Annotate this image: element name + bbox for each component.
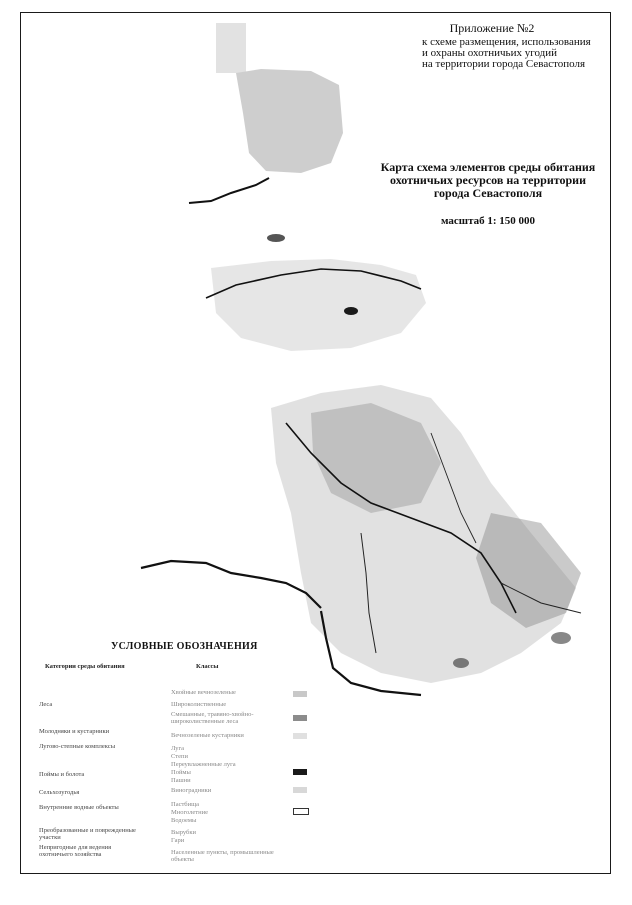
- map-scale: масштаб 1: 150 000: [441, 215, 536, 227]
- legend-swatch-agri: [293, 787, 307, 793]
- legend-class-3: Смешанные, травяно-хвойно-широколиственные леса: [171, 711, 254, 725]
- legend-class-2: Широколиственные: [171, 701, 227, 708]
- wetland-patch-2: [267, 234, 285, 242]
- legend-swatch-wetland: [293, 769, 307, 775]
- legend-class-1: Хвойные вечнозеленые: [171, 689, 236, 696]
- legend-category-unsuitable: Непригодные для ведения охотничьего хозяйства: [39, 844, 112, 858]
- legend-class-16: Населенные пункты, промышленные объекты: [171, 849, 274, 863]
- wetland-patch-3: [453, 658, 469, 668]
- map-title: [373, 161, 603, 200]
- map-title-line-1: Карта схема элементов среды обитания: [380, 160, 596, 174]
- legend-class-7: Переувлажненные луга: [171, 761, 236, 768]
- legend-category-shrub: Молодняки и кустарники: [39, 728, 110, 735]
- legend-category-steppe: Лугово-степные комплексы: [39, 743, 116, 750]
- wetland-patch-1: [344, 307, 358, 315]
- legend-category-wetland: Поймы и болота: [39, 771, 85, 778]
- legend-swatch-water: [293, 808, 309, 815]
- legend-class-14: Вырубки: [171, 829, 196, 836]
- legend-class-13: Водоемы: [171, 817, 197, 824]
- scheme-line-1: к схеме размещения, использования: [422, 36, 591, 48]
- map-title-line-2: охотничьих ресурсов на территории: [390, 173, 586, 187]
- legend-class-8: Поймы: [171, 769, 191, 776]
- legend-class-10: Виноградники: [171, 787, 212, 794]
- legend-col-category: Категории среды обитания: [45, 663, 125, 670]
- southwest-coast: [141, 561, 321, 608]
- legend-class-9: Пашни: [171, 777, 191, 784]
- northern-block: [236, 69, 343, 173]
- northern-coast: [189, 178, 269, 203]
- legend-category-water: Внутренние водные объекты: [39, 804, 119, 811]
- middle-zone: [211, 259, 426, 351]
- legend-title: УСЛОВНЫЕ ОБОЗНАЧЕНИЯ: [111, 641, 258, 652]
- legend-class-4: Вечнозеленые кустарники: [171, 732, 244, 739]
- map-title-line-3: города Севастополя: [433, 186, 543, 200]
- appendix-label: Приложение №2: [449, 21, 535, 35]
- scheme-line-3: на территории города Севастополя: [422, 58, 586, 70]
- legend-class-5: Луга: [171, 745, 185, 752]
- scheme-line-2: и охраны охотничьих угодий: [422, 47, 557, 59]
- northern-strip: [216, 23, 246, 73]
- legend-class-11: Пастбища: [171, 801, 199, 808]
- map-sheet: [20, 12, 611, 874]
- legend-class-12: Многолетние: [171, 809, 208, 816]
- wetland-patch-4: [551, 632, 571, 644]
- legend-class-15: Гари: [171, 837, 185, 844]
- legend: [31, 661, 321, 866]
- legend-swatch-forest: [293, 691, 307, 697]
- legend-swatch-mixed: [293, 715, 307, 721]
- legend-col-classes: Классы: [196, 663, 219, 670]
- legend-category-disturbed: Преобразованные и поврежденные участки: [39, 827, 136, 841]
- legend-category-agri: Сельхозугодья: [39, 789, 80, 796]
- legend-class-6: Степи: [171, 753, 188, 760]
- legend-category-forest: Леса: [39, 701, 53, 708]
- legend-swatch-shrub: [293, 733, 307, 739]
